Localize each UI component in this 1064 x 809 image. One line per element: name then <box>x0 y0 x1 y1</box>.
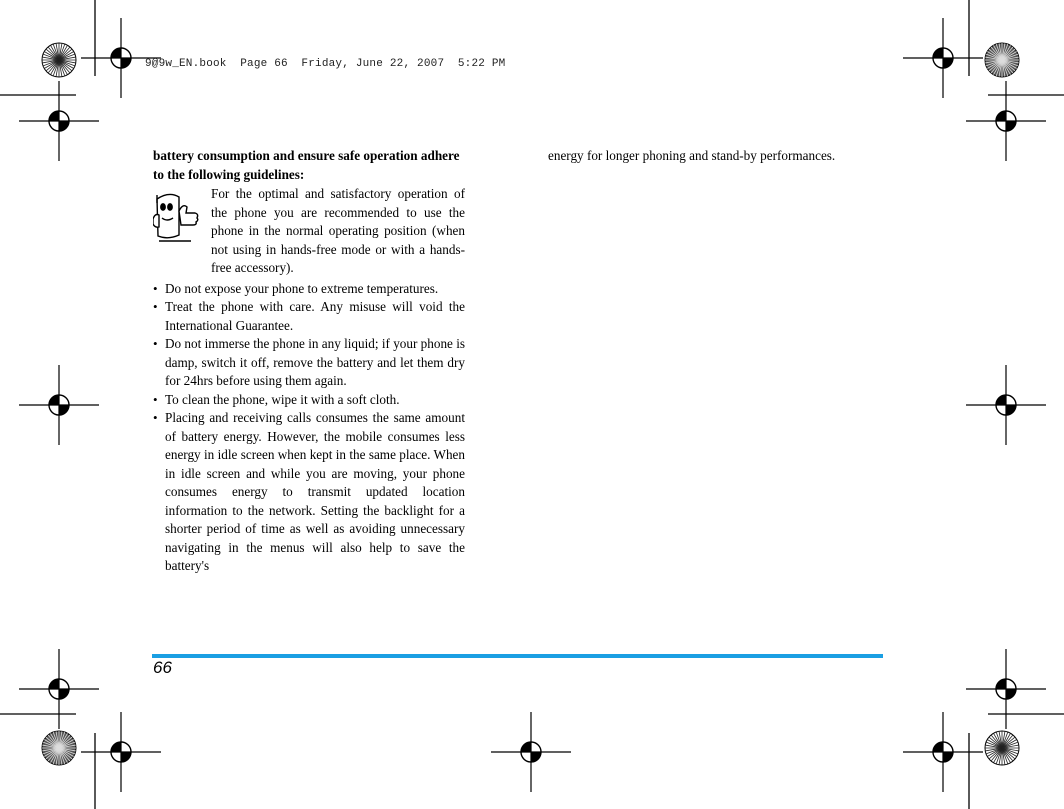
starburst-mark-icon <box>985 43 1019 77</box>
continued-text: energy for longer phoning and stand-by performances. <box>548 148 836 163</box>
starburst-mark-icon <box>42 731 76 765</box>
registration-mark-icon <box>19 81 99 161</box>
registration-mark-icon <box>491 712 571 792</box>
registration-mark-icon <box>903 712 983 792</box>
section-heading: battery consumption and ensure safe operation adhere to the following guidelines: <box>153 148 460 182</box>
page-number: 66 <box>153 658 172 677</box>
registration-mark-icon <box>81 712 161 792</box>
registration-mark-icon <box>903 18 983 98</box>
registration-mark-icon <box>19 649 99 729</box>
registration-mark-icon <box>19 365 99 445</box>
registration-mark-icon <box>966 365 1046 445</box>
starburst-mark-icon <box>42 43 76 77</box>
starburst-mark-icon <box>985 731 1019 765</box>
list-item: • Do not immerse the phone in any liquid; if your phone is damp, switch it off, remove the battery and let them dry for 24hrs before using them again. <box>153 335 465 391</box>
guidelines-list <box>153 280 465 576</box>
list-item: • Placing and receiving calls consumes the same amount of battery energy. However, the mobile consumes less energy in idle screen when kept in the same place. When in idle screen and while you are moving, your phone consumes energy to transmit updated location information to the network. Setting the backlight for a shorter period of time as well as avoiding unnecessary navigating in the menus will also help to save the battery's <box>153 409 465 576</box>
list-item: • Do not expose your phone to extreme temperatures. <box>153 280 465 299</box>
list-item: • Treat the phone with care. Any misuse will void the International Guarantee. <box>153 298 465 335</box>
list-item: • To clean the phone, wipe it with a soft cloth. <box>153 391 465 410</box>
right-column <box>548 147 874 166</box>
note-block <box>153 185 465 278</box>
phone-thumbs-up-icon <box>153 185 211 278</box>
footer-rule <box>152 654 883 658</box>
registration-mark-icon <box>966 649 1046 729</box>
running-head: 9@9w_EN.book Page 66 Friday, June 22, 2007 5:22 PM <box>145 58 506 70</box>
left-column <box>153 147 465 576</box>
registration-mark-icon <box>966 81 1046 161</box>
note-text: For the optimal and satisfactory operation of the phone you are recommended to use the phone in the normal operating position (when not using in hands-free mode or with a hands-free accessory). <box>211 186 465 275</box>
